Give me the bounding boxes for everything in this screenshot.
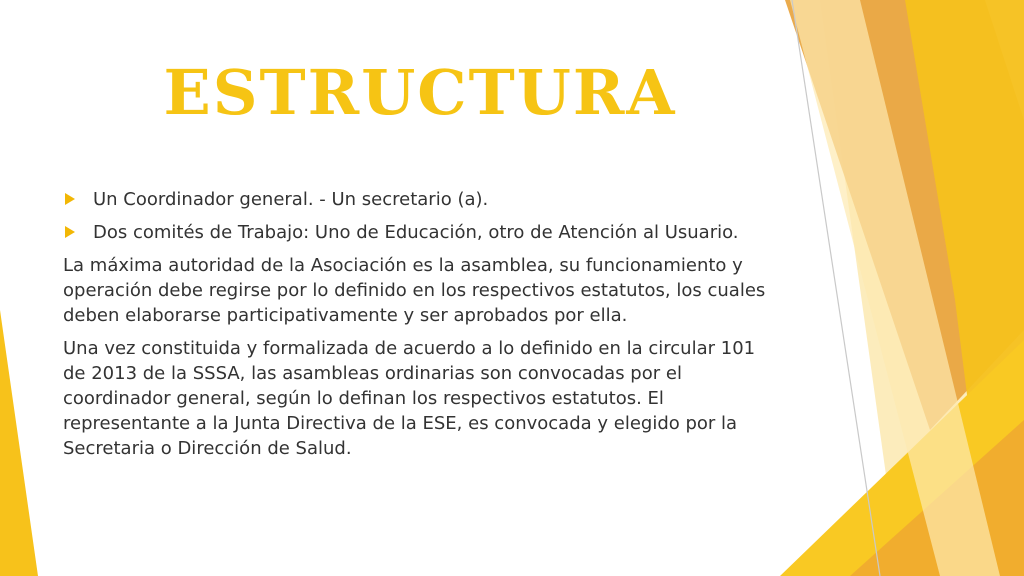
slide-title: ESTRUCTURA xyxy=(163,56,677,129)
bullet-item xyxy=(63,220,778,245)
paragraph: La máxima autoridad de la Asociación es la asamblea, su funcionamiento y operación debe regirse por lo definido en los respectivos estatutos, los cuales deben elaborarse participativamente y ser aprobados por ella. xyxy=(63,255,766,326)
bullet-text: Dos comités de Trabajo: Uno de Educación, otro de Atención al Usuario. xyxy=(93,222,739,243)
paragraph: Una vez constituida y formalizada de acuerdo a lo definido en la circular 101 de 2013 de la SSSA, las asambleas ordinarias son convocadas por el coordinador general, según lo definan los respectivos estatutos. El representante a la Junta Directiva de la ESE, es convocada y elegido por la Secretaria o Dirección de Salud. xyxy=(63,338,756,459)
left-accent-shape xyxy=(0,310,38,576)
bullet-text: Un Coordinador general. - Un secretario (a). xyxy=(93,189,489,210)
bullet-item xyxy=(63,187,778,212)
triangle-bullet-icon xyxy=(65,226,75,238)
slide-content xyxy=(63,187,778,469)
triangle-bullet-icon xyxy=(65,193,75,205)
